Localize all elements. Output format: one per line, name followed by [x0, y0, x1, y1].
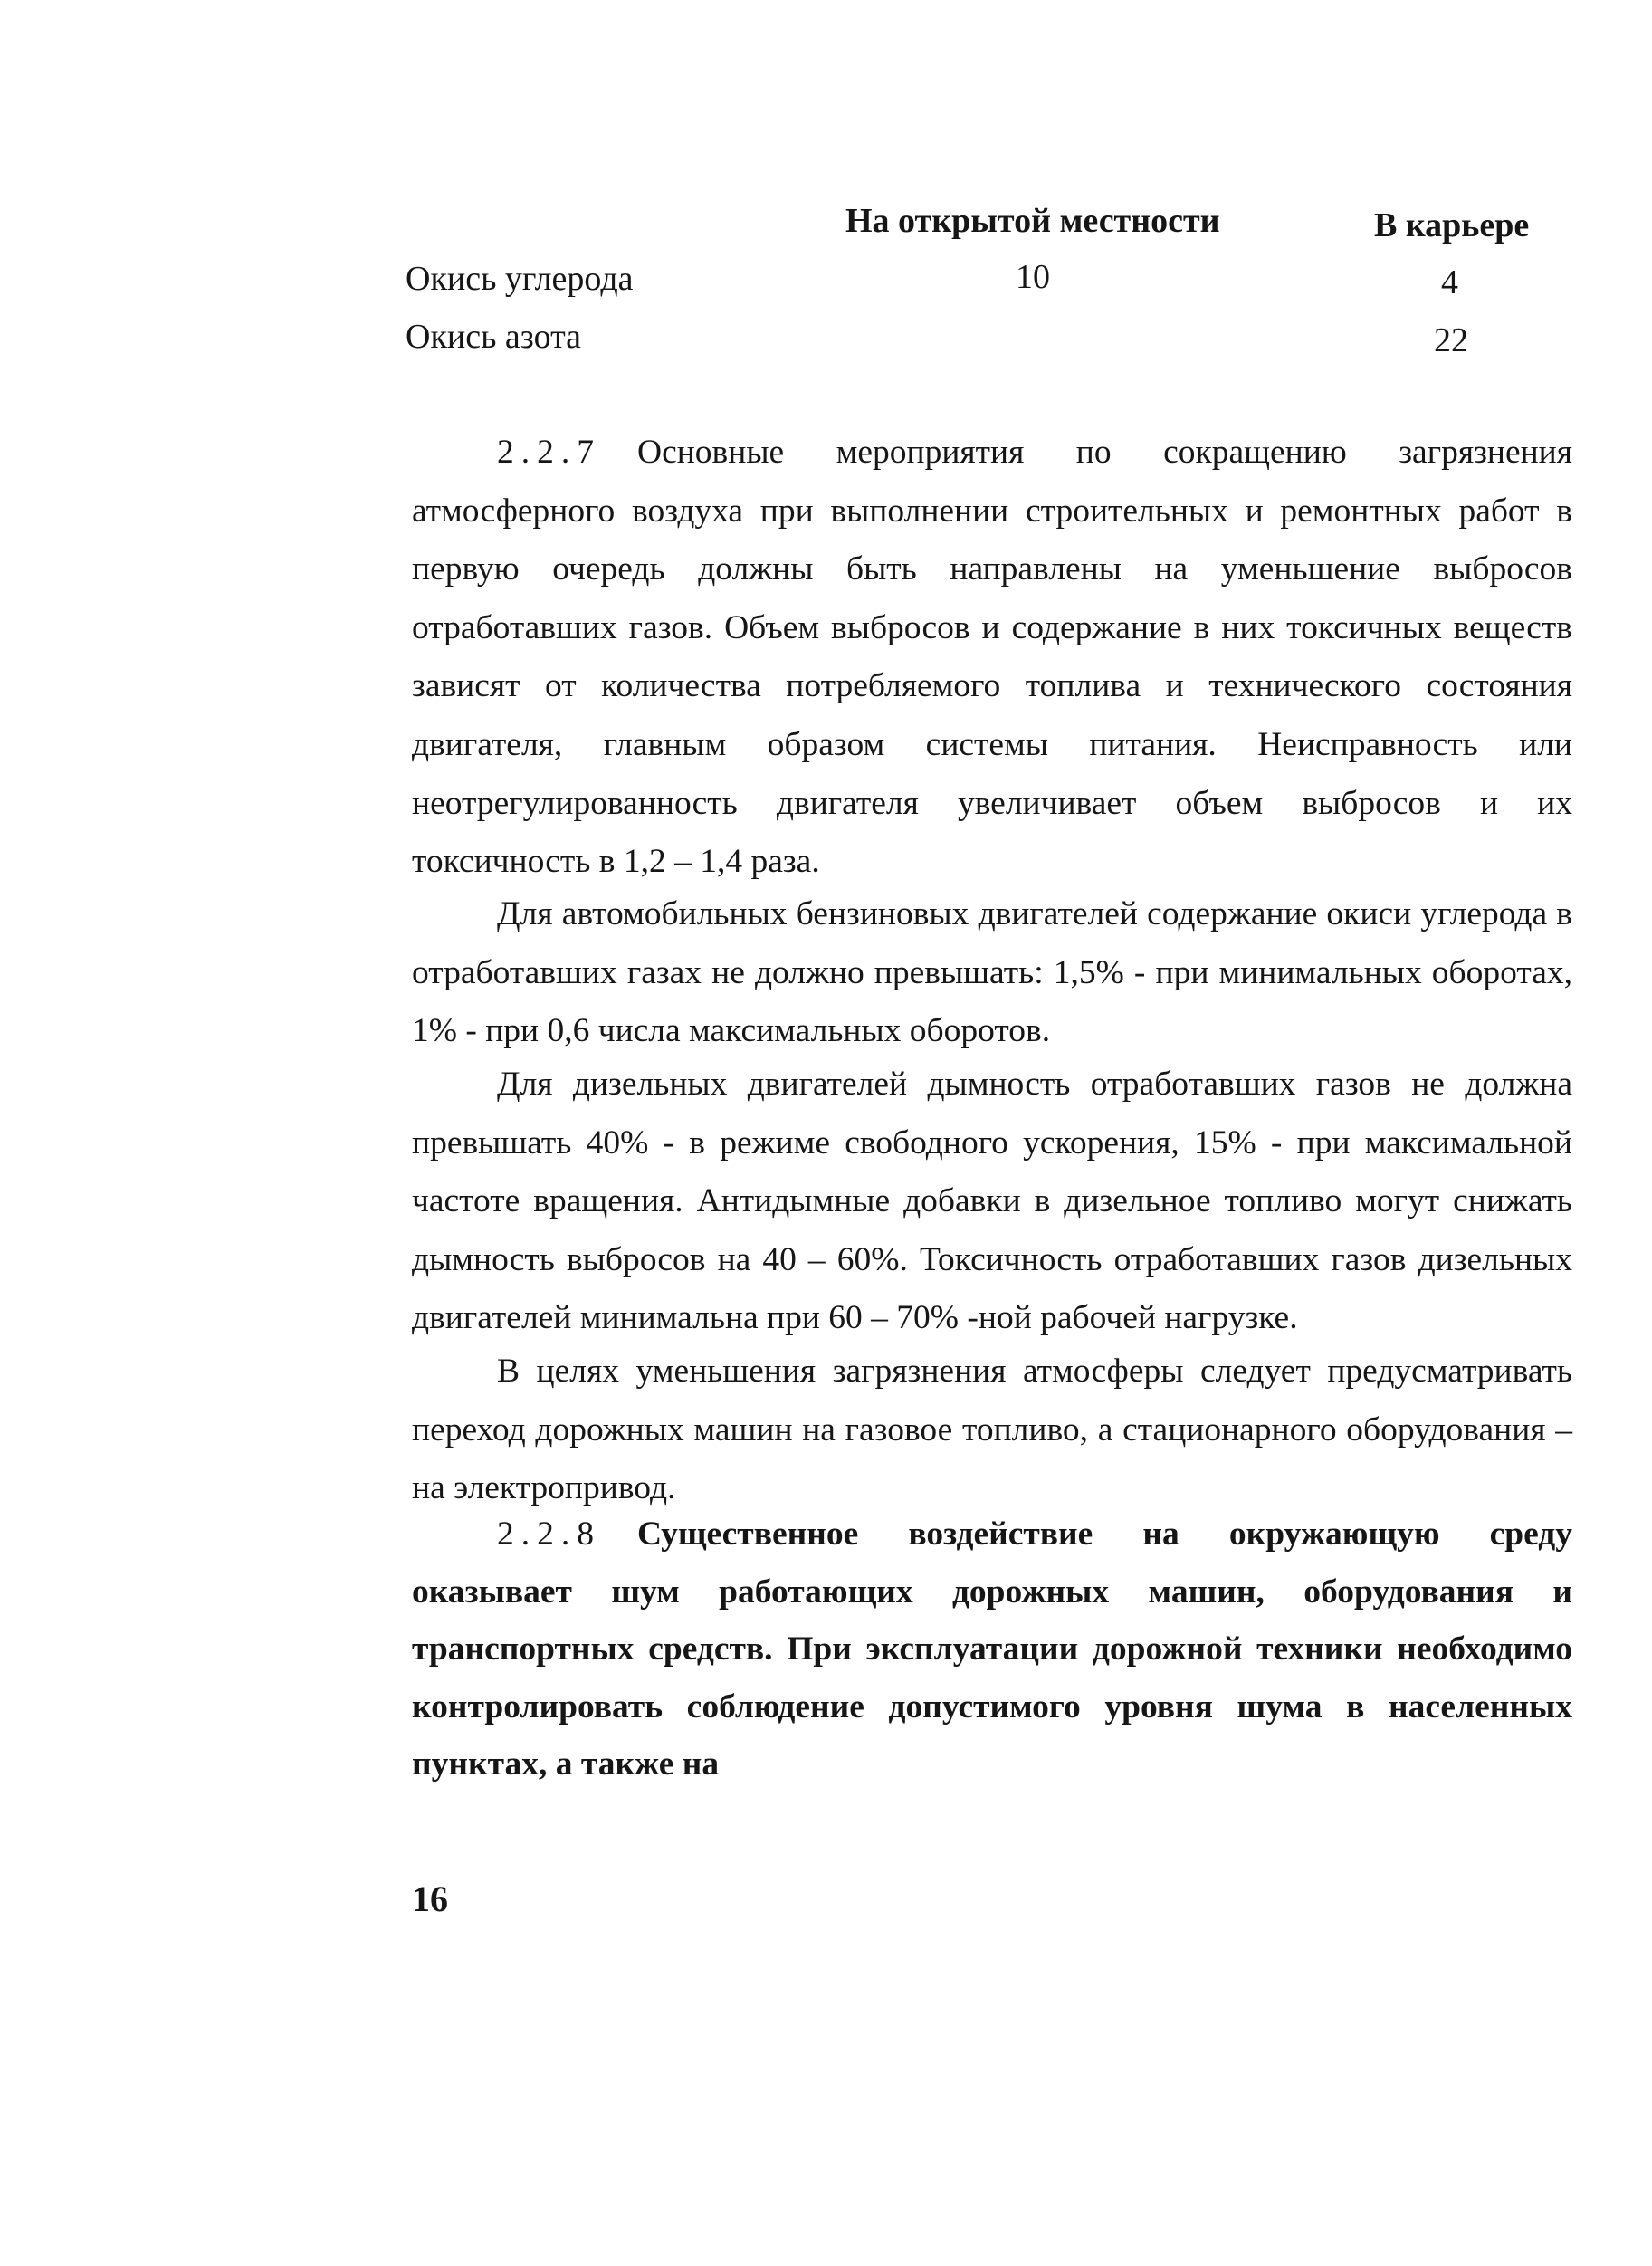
page-number: 16 — [412, 1879, 448, 1919]
paragraph-petrol-engines — [412, 885, 1572, 1061]
section-2-2-7 — [412, 424, 1572, 892]
cell-no-quarry: 22 — [1434, 321, 1468, 359]
paragraph-gas-fuel — [412, 1343, 1572, 1518]
cell-co-quarry: 4 — [1441, 263, 1458, 301]
paragraph-text: В целях уменьшения загрязнения атмосферы следует предусматривать переход дорожных машин на газовое топливо, а стационарного оборудования – на электропривод. — [412, 1353, 1572, 1507]
section-text: Существенное воздействие на окружающую среду оказывает шум работающих дорожных машин, оборудования и транспортных средств. При эксплуатации дорожной техники необходимо контролировать соблюдение допустимого уровня шума в населенных пунктах, а также на — [412, 1515, 1572, 1783]
section-text: Основные мероприятия по сокращению загрязнения атмосферного воздуха при выполнении строительных и ремонтных работ в первую очередь должны быть направлены на уменьшение выбросов отработавших газов. Объем выбросов и содержание в них токсичных веществ зависят от количества потребляемого топлива и технического состояния двигателя, главным образом системы питания. Неисправность или неотрегулированность двигателя увеличивает объем выбросов и их токсичность в 1,2 – 1,4 раза. — [412, 434, 1572, 881]
paragraph-diesel-engines — [412, 1056, 1572, 1348]
section-number: 2.2.8 — [497, 1515, 601, 1553]
section-number: 2.2.7 — [497, 434, 601, 471]
header-open-area: На открытой местности — [845, 202, 1220, 240]
cell-co-open-area: 10 — [1016, 258, 1050, 296]
row-label-nitrogen-oxide: Окись азота — [406, 318, 582, 356]
header-quarry: В карьере — [1374, 206, 1530, 244]
paragraph-text: Для дизельных двигателей дымность отработавших газов не должна превышать 40% - в режиме свободного ускорения, 15% - при максимальной частоте вращения. Антидымные добавки в дизельное топливо могут снижать дымность выбросов на 40 – 60%. Токсичность отработавших газов дизельных двигателей минимальна при 60 – 70% -ной рабочей нагрузке. — [412, 1066, 1572, 1337]
section-2-2-8 — [412, 1506, 1572, 1793]
row-label-carbon-monoxide: Окись углерода — [406, 260, 634, 298]
paragraph-text: Для автомобильных бензиновых двигателей содержание окиси углерода в отработавших газах не должно превышать: 1,5% - при минимальных оборотах, 1% - при 0,6 числа максимальных оборотов. — [412, 895, 1572, 1050]
